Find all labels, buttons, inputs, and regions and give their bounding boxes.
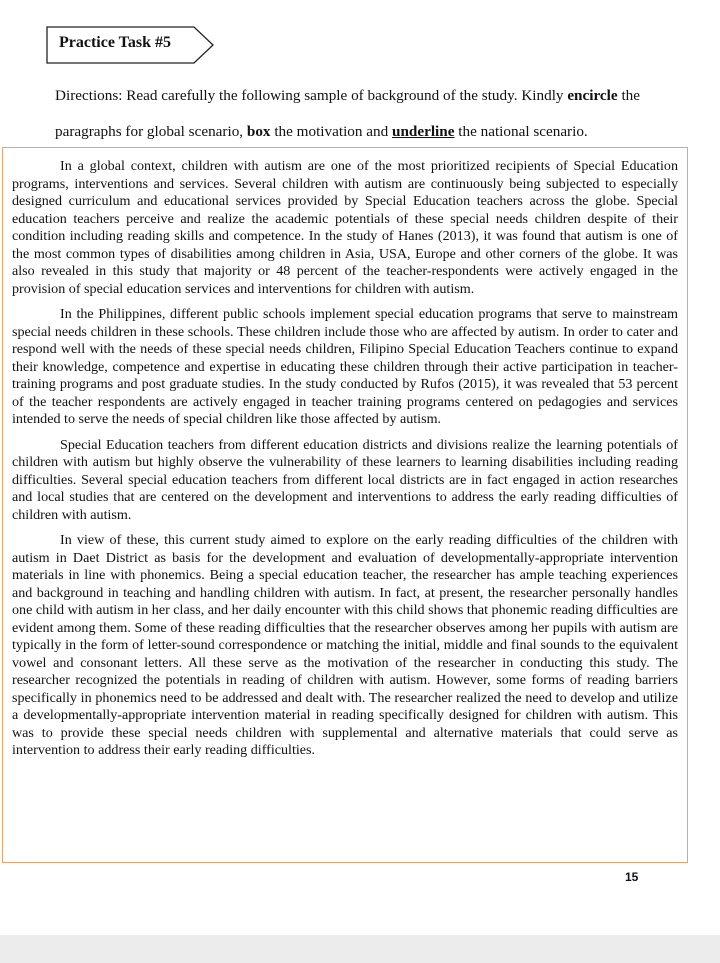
directions-underline: underline: [392, 123, 455, 140]
directions-part2: the paragraphs for global scenario,: [55, 87, 640, 140]
directions-intro: Directions: Read carefully the following sample of background of the study. Kindly: [55, 87, 568, 104]
page-number: 15: [625, 870, 639, 884]
task-label-text: Practice Task #5: [59, 34, 171, 51]
directions: [55, 78, 675, 150]
paragraph-national: In the Philippines, different public schools implement special education programs that serve to mainstream special needs children in these schools. These children include those who are affected by autism. In order to cater and respond well with the needs of these special needs children, Filipino Special Education Teachers continue to expand their knowledge, competence and expertise in educating these children through their active participation in teacher-training programs and post graduate studies. In the study conducted by Rufos (2015), it was revealed that 53 percent of the teacher respondents are actively engaged in teacher training programs centered on pedagogies and services intended to serve the needs of special children like those affected by autism.: [12, 306, 678, 427]
directions-box: box: [246, 123, 271, 140]
paragraph-motivation: In view of these, this current study aimed to explore on the early reading difficulties of the children with autism in Daet District as basis for the development and evaluation of developmentally-appropriate intervention materials in line with phonemics. Being a special education teacher, the researcher has ample teaching experiences and background in teaching and handling children with autism. In fact, at present, the researcher personally handles one child with autism in her class, and her daily encounter with this child shows that phonemic reading difficulties are evident among them. Some of these reading difficulties that the researcher observes among her pupils with autism are typically in the form of letter-sound correspondence or matching the initial, middle and final sounds to the equivalent vowel and consonant letters. All these serve as the motivation of the researcher in conducting this study. The researcher recognized the potentials in reading of children with autism. However, some forms of reading barriers specifically in phonemics need to be addressed and dealt with. The researcher realized the need to develop and utilize a developmentally-appropriate intervention material in reading specifically designed for children with autism. This was to provide these special needs children with supplemental and alternative materials that could serve as intervention to address their early reading difficulties.: [12, 532, 678, 758]
sample-passage: [2, 147, 688, 863]
paragraph-global: In a global context, children with autism are one of the most prioritized recipients of Special Education programs, interventions and services. Several children with autism are continuously being subjected to especially designed curriculum and educational services provided by Special Education teachers across the globe. Special education teachers perceive and realize the academic potentials of these special needs children despite of their condition including reading skills and competence. In the study of Hanes (2013), it was found that autism is one of the most common types of disabilities among children in Asia, USA, Europe and other corners of the globe. It was also revealed in this study that majority or 48 percent of the teacher-respondents were actively engaged in the provision of special education services and interventions for children with autism.: [12, 158, 678, 297]
directions-part3: the motivation and: [270, 123, 393, 140]
directions-encircle: encircle: [567, 87, 618, 104]
task-label: [46, 26, 214, 64]
paragraph-local: Special Education teachers from different education districts and divisions realize the learning potentials of children with autism but highly observe the vulnerability of these learners to learning disabilities including reading difficulties. Several special education teachers from different local districts are in fact engaged in action researches and local studies that are centered on the development and interventions to address the early reading difficulties of children with autism.: [12, 436, 678, 523]
directions-part4: the national scenario.: [454, 123, 588, 140]
